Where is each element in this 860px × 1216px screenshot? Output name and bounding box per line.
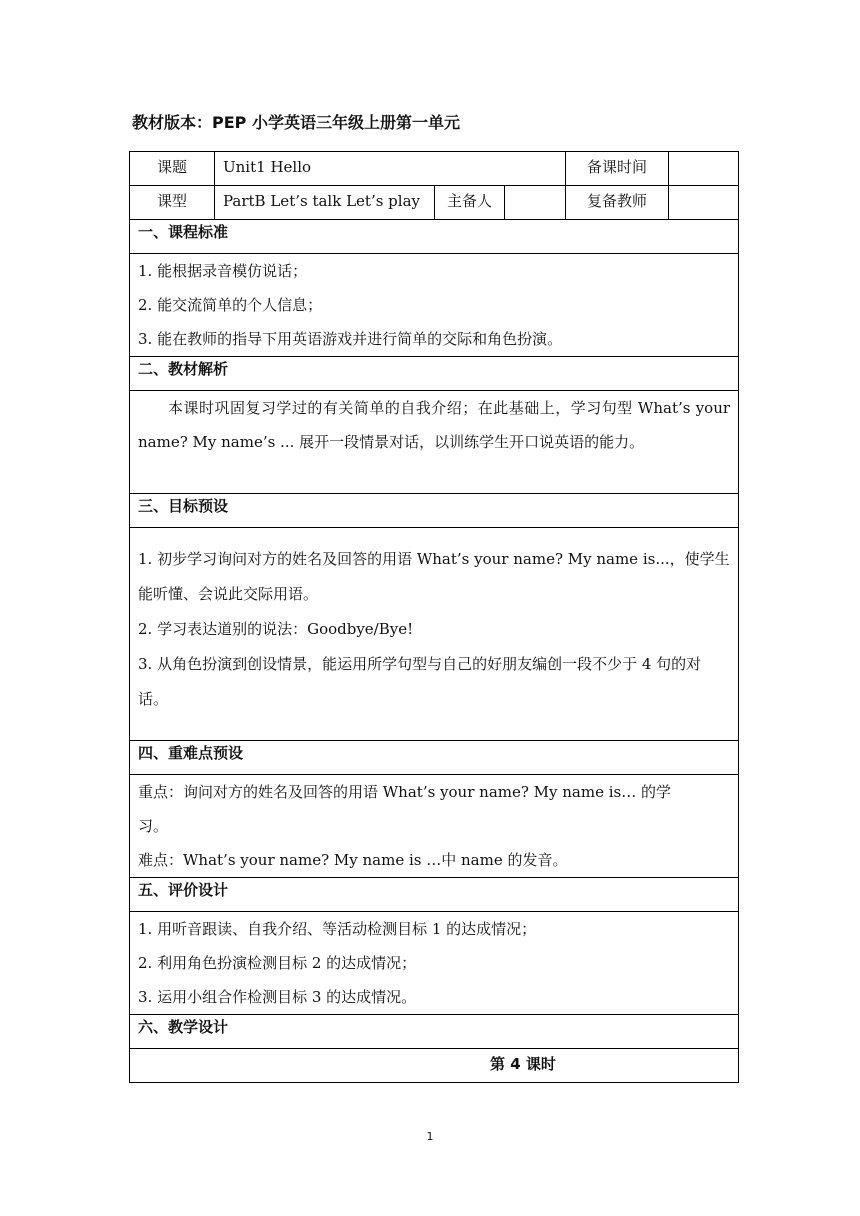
s5-line-1: 1. 用听音跟读、自我介绍、等活动检测目标 1 的达成情况；: [138, 920, 537, 938]
label-topic: 课题: [130, 152, 215, 186]
topic-value: Unit1 Hello: [215, 152, 566, 186]
s3-line-1: 1. 初步学习询问对方的姓名及回答的用语 What’s your name? My name is...，使学生能听懂、会说此交际用语。: [138, 550, 730, 603]
section-header-5: [130, 878, 739, 912]
section-body-5: [130, 912, 739, 1015]
section-1-heading: 一、课程标准: [130, 220, 739, 254]
section-4-heading: 四、重难点预设: [130, 741, 739, 775]
s2-paragraph: 本课时巩固复习学过的有关简单的自我介绍；在此基础上，学习句型 What’s your name? My name’s ... 展开一段情景对话，以训练学生开口说英语的能力。: [138, 399, 731, 451]
section-header-6: [130, 1015, 739, 1049]
lesson-number: 第 4 课时: [130, 1049, 739, 1083]
s5-line-3: 3. 运用小组合作检测目标 3 的达成情况。: [138, 988, 417, 1006]
label-co-teacher: 复备教师: [566, 186, 669, 220]
s5-line-2: 2. 利用角色扮演检测目标 2 的达成情况；: [138, 954, 417, 972]
s3-line-2: 2. 学习表达道别的说法：Goodbye/Bye!: [138, 620, 414, 638]
lesson-plan-table: [129, 151, 739, 1083]
section-body-1: [130, 254, 739, 357]
lesson-row: [130, 1049, 739, 1083]
s3-line-3: 3. 从角色扮演到创设情景，能运用所学句型与自己的好朋友编创一段不少于 4 句的对话。: [138, 655, 702, 708]
section-body-4: [130, 775, 739, 878]
section-6-heading: 六、教学设计: [130, 1015, 739, 1049]
section-header-1: [130, 220, 739, 254]
section-body-3: [130, 528, 739, 741]
row-type: [130, 186, 739, 220]
type-value: PartB Let’s talk Let’s play: [215, 186, 435, 220]
page-title: 教材版本：PEP 小学英语三年级上册第一单元: [132, 113, 460, 132]
label-prep-time: 备课时间: [566, 152, 669, 186]
section-3-heading: 三、目标预设: [130, 494, 739, 528]
label-type: 课型: [130, 186, 215, 220]
s4-line-2: 难点：What’s your name? My name is …中 name 的发音。: [138, 851, 568, 869]
section-2-heading: 二、教材解析: [130, 357, 739, 391]
section-body-2: [130, 391, 739, 494]
label-main-preparer: 主备人: [435, 186, 505, 220]
s1-line-1: 1. 能根据录音模仿说话；: [138, 262, 308, 280]
s1-line-2: 2. 能交流简单的个人信息；: [138, 296, 323, 314]
section-5-heading: 五、评价设计: [130, 878, 739, 912]
main-preparer-value: [505, 186, 566, 220]
section-header-2: [130, 357, 739, 391]
prep-time-value: [669, 152, 739, 186]
s1-line-3: 3. 能在教师的指导下用英语游戏并进行简单的交际和角色扮演。: [138, 330, 563, 348]
row-topic: [130, 152, 739, 186]
page-number: 1: [426, 1130, 434, 1143]
co-teacher-value: [669, 186, 739, 220]
section-header-3: [130, 494, 739, 528]
section-header-4: [130, 741, 739, 775]
s4-line-1: 重点：询问对方的姓名及回答的用语 What’s your name? My name is… 的学习。: [138, 783, 672, 835]
